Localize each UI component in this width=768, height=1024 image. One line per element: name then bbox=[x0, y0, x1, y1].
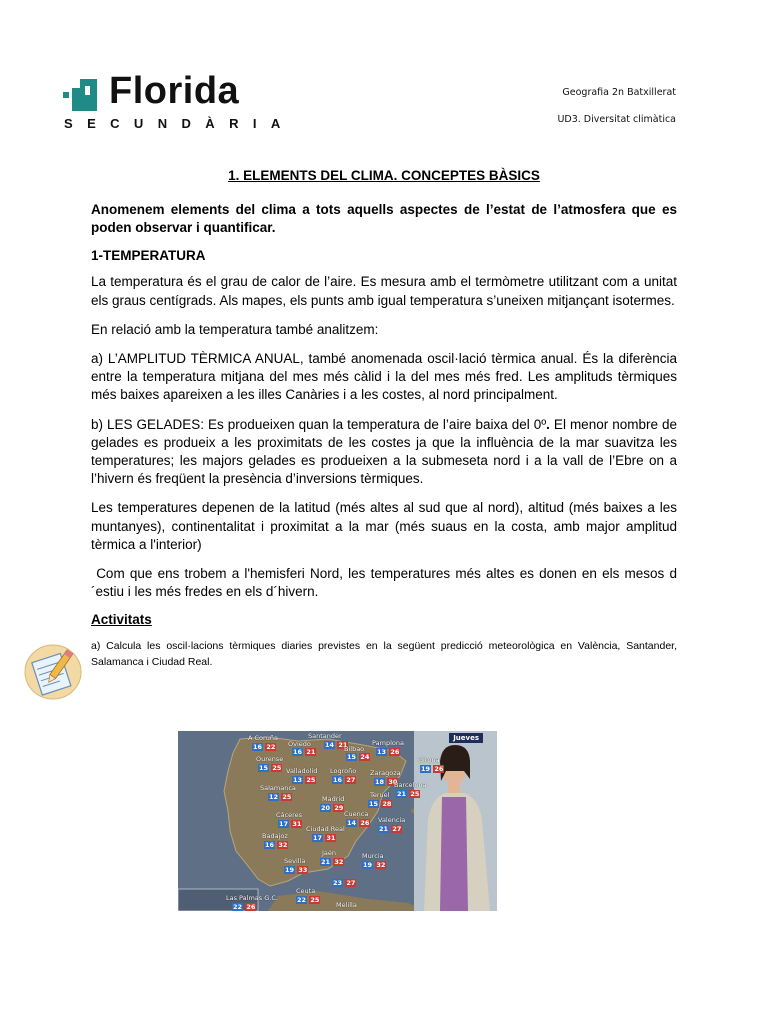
florida-logo-mark-icon bbox=[63, 79, 99, 111]
city-label: Bilbao bbox=[344, 745, 365, 753]
temp-max: 31 bbox=[326, 834, 336, 842]
temp-max: 32 bbox=[334, 858, 344, 866]
page-title: 1. ELEMENTS DEL CLIMA. CONCEPTES BÀSICS bbox=[228, 168, 540, 183]
city-temps bbox=[332, 776, 356, 784]
temp-min: 17 bbox=[313, 834, 323, 842]
intro-paragraph: Anomenem elements del clima a tots aquells aspectes de l’estat de l’atmosfera que es poden observar i quantificar. bbox=[91, 202, 677, 236]
city-temps bbox=[376, 748, 400, 756]
city-label: Ceuta bbox=[296, 887, 316, 895]
temp-max: 25 bbox=[282, 793, 292, 801]
temp-max: 25 bbox=[272, 764, 282, 772]
temp-max: 24 bbox=[360, 753, 370, 761]
city-label: Oviedo bbox=[288, 740, 311, 748]
frosts-text-bold: . bbox=[546, 416, 550, 432]
temp-min: 18 bbox=[375, 778, 385, 786]
header-unit: UD3. Diversitat climàtica bbox=[557, 114, 676, 125]
document-body bbox=[91, 168, 677, 670]
temp-min: 16 bbox=[333, 776, 343, 784]
temp-min: 14 bbox=[347, 819, 357, 827]
temp-min: 16 bbox=[265, 841, 275, 849]
city-label: Valencia bbox=[378, 816, 406, 824]
city-temps bbox=[278, 820, 302, 828]
temp-min: 15 bbox=[369, 800, 379, 808]
city-label: Salamanca bbox=[260, 784, 296, 792]
city-temps bbox=[378, 825, 402, 833]
temp-max: 25 bbox=[410, 790, 420, 798]
temp-max: 27 bbox=[346, 879, 356, 887]
city-temps bbox=[346, 753, 370, 761]
city-label: Barcelona bbox=[394, 781, 427, 789]
city-label: Valladolid bbox=[286, 767, 318, 775]
city-temps bbox=[420, 765, 444, 773]
city-label: Cáceres bbox=[276, 811, 303, 819]
city-temps bbox=[252, 743, 276, 751]
temp-min: 19 bbox=[285, 866, 295, 874]
city-label: Logroño bbox=[330, 767, 357, 775]
temp-max: 32 bbox=[376, 861, 386, 869]
paragraph-thermal-amplitude: a) L’AMPLITUD TÈRMICA ANUAL, també anomenada oscil·lació tèrmica anual. És la diferència entre la temperatura mitjana del mes més càlid i la del mes més fred. Les amplituds tèrmiques més baixes apareixen a les illes Canàries i a les costes, al nord principalment. bbox=[91, 351, 677, 403]
paragraph-analysis-intro: En relació amb la temperatura també analitzem: bbox=[91, 321, 379, 337]
temp-max: 26 bbox=[390, 748, 400, 756]
city-temps bbox=[268, 793, 292, 801]
temp-max: 21 bbox=[338, 741, 348, 749]
temp-min: 19 bbox=[363, 861, 373, 869]
section-heading: 1-TEMPERATURA bbox=[91, 248, 206, 264]
city-label: Ourense bbox=[256, 755, 284, 763]
temp-max: 27 bbox=[392, 825, 402, 833]
temp-min: 20 bbox=[321, 804, 331, 812]
temp-min: 16 bbox=[293, 748, 303, 756]
temp-max: 31 bbox=[292, 820, 302, 828]
header-subject: Geografia 2n Batxillerat bbox=[562, 87, 676, 98]
temp-max: 29 bbox=[334, 804, 344, 812]
temp-max: 30 bbox=[388, 778, 398, 786]
temp-min: 21 bbox=[379, 825, 389, 833]
temp-min: 22 bbox=[233, 903, 243, 911]
activity-a: a) Calcula les oscil·lacions tèrmiques diaries previstes en la següent predicció meteorològica en València, Santander, Salamanca i Ciudad Real. bbox=[91, 640, 677, 669]
city-label: Murcia bbox=[362, 852, 384, 860]
activity-notepad-icon bbox=[22, 643, 82, 701]
temp-min: 19 bbox=[421, 765, 431, 773]
paragraph-frosts bbox=[91, 416, 677, 489]
city-label: Badajoz bbox=[262, 832, 288, 840]
temp-min: 14 bbox=[325, 741, 335, 749]
temp-max: 26 bbox=[246, 903, 256, 911]
temp-min: 13 bbox=[377, 748, 387, 756]
city-temps bbox=[284, 866, 308, 874]
temp-max: 22 bbox=[266, 743, 276, 751]
city-label: A Coruña bbox=[248, 734, 278, 742]
city-label: Ciudad Real bbox=[306, 825, 345, 833]
city-temps bbox=[368, 800, 392, 808]
city-temps bbox=[292, 748, 316, 756]
forecast-day-label: Jueves bbox=[449, 733, 483, 743]
city-label: Jaén bbox=[322, 849, 337, 857]
city-temps bbox=[264, 841, 288, 849]
paragraph-hemisphere: Com que ens trobem a l'hemisferi Nord, les temperatures més altes es donen en els mesos d´estiu i les més fredes en els d´hivern. bbox=[91, 566, 677, 600]
temp-min: 17 bbox=[279, 820, 289, 828]
florida-logo bbox=[63, 70, 295, 136]
weather-forecast-image bbox=[178, 731, 497, 911]
city-temps bbox=[258, 764, 282, 772]
city-temps bbox=[346, 819, 370, 827]
city-label: Zaragoza bbox=[370, 769, 401, 777]
temp-max: 26 bbox=[360, 819, 370, 827]
city-label: Teruel bbox=[370, 791, 390, 799]
temp-max: 25 bbox=[310, 896, 320, 904]
city-label: Las Palmas G.C. bbox=[226, 894, 278, 902]
city-temps bbox=[296, 896, 320, 904]
activities-title: Activitats bbox=[91, 612, 152, 628]
city-label: Girona bbox=[418, 756, 440, 764]
temp-min: 16 bbox=[253, 743, 263, 751]
city-temps bbox=[232, 903, 256, 911]
temp-max: 21 bbox=[306, 748, 316, 756]
temp-max: 33 bbox=[298, 866, 308, 874]
city-label: Santander bbox=[308, 732, 342, 740]
temp-max: 27 bbox=[346, 776, 356, 784]
paragraph-factors: Les temperatures depenen de la latitud (més altes al sud que al nord), altitud (més baixes a les muntanyes), continentalitat i proximitat a la mar (més suaus en la costa, amb major amplitud tèrmica a l'interior) bbox=[91, 500, 677, 552]
temp-min: 12 bbox=[269, 793, 279, 801]
city-label: Sevilla bbox=[284, 857, 306, 865]
city-label: Pamplona bbox=[372, 739, 404, 747]
frosts-text-end: El menor nombre de gelades es produeix a les proximitats de les costes ja que la influència de la mar suavitza les temperatures; les majors gelades es produeixen a la submeseta nord i a la vall de l’Ebre on a l’hivern és freqüent la presència d’inversions tèrmiques. bbox=[91, 416, 677, 487]
temp-max: 25 bbox=[306, 776, 316, 784]
city-temps bbox=[320, 858, 344, 866]
paragraph-temperature-definition: La temperatura és el grau de calor de l’aire. Es mesura amb el termòmetre utilitzant com a unitat els graus centígrads. Als mapes, els punts amb igual temperatura s’uneixen mitjançant isotermes. bbox=[91, 274, 677, 308]
temp-max: 26 bbox=[434, 765, 444, 773]
city-label: Madrid bbox=[322, 795, 345, 803]
frosts-text-start: b) LES GELADES: Es produeixen quan la temperatura de l’aire baixa del 0º bbox=[91, 416, 547, 432]
temp-min: 23 bbox=[333, 879, 343, 887]
city-temps bbox=[362, 861, 386, 869]
logo-wordmark: Florida bbox=[109, 70, 240, 112]
city-label: Cuenca bbox=[344, 810, 369, 818]
temp-min: 13 bbox=[293, 776, 303, 784]
temp-min: 21 bbox=[397, 790, 407, 798]
temp-min: 15 bbox=[259, 764, 269, 772]
temp-max: 32 bbox=[278, 841, 288, 849]
logo-subtitle: SECUNDÀRIA bbox=[64, 116, 295, 131]
city-temps bbox=[312, 834, 336, 842]
city-temps bbox=[332, 879, 356, 887]
city-label: Melilla bbox=[336, 901, 357, 909]
city-temps bbox=[396, 790, 420, 798]
temp-min: 15 bbox=[347, 753, 357, 761]
temp-min: 22 bbox=[297, 896, 307, 904]
city-temps bbox=[292, 776, 316, 784]
city-temps bbox=[320, 804, 344, 812]
temp-min: 21 bbox=[321, 858, 331, 866]
temp-max: 28 bbox=[382, 800, 392, 808]
